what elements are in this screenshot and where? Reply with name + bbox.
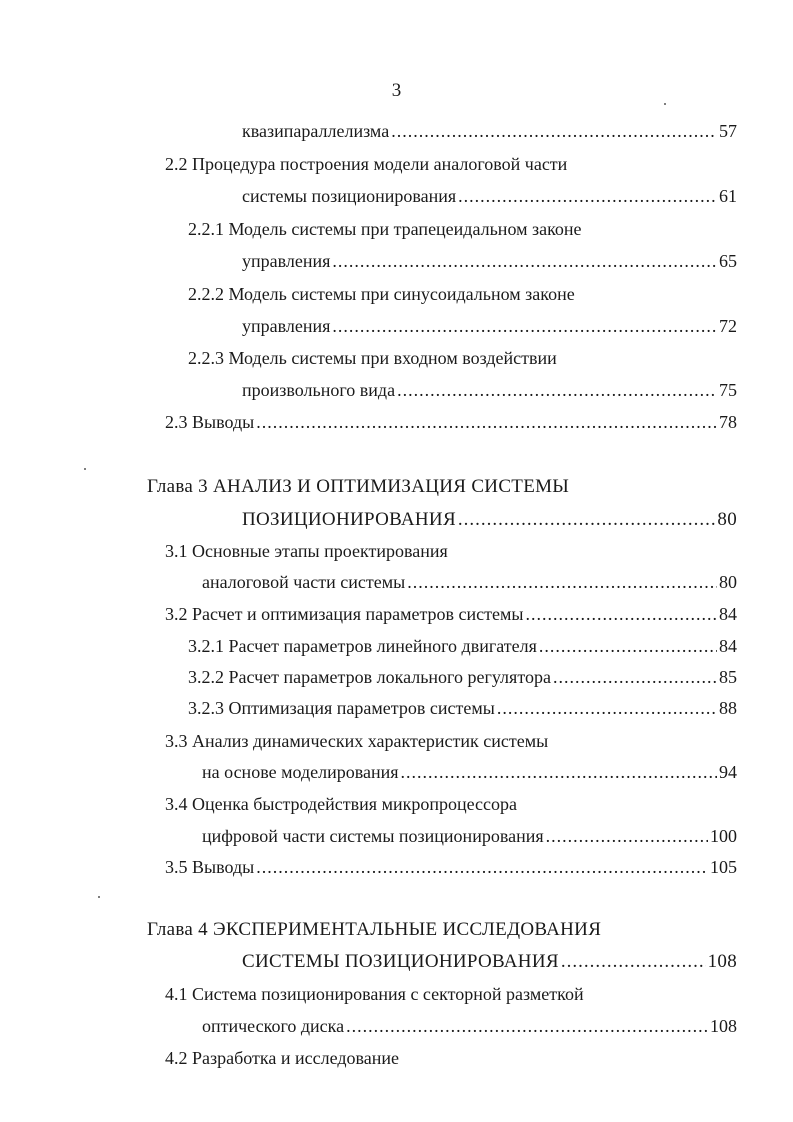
- entry-title: системы позиционирования: [242, 186, 457, 206]
- toc-entry: [0, 117, 793, 145]
- leader-dots: [332, 247, 717, 275]
- entry-title: 3.2 Расчет и оптимизация параметров системы: [165, 604, 524, 624]
- chapter-heading: [0, 916, 793, 944]
- toc-entry: [0, 568, 793, 596]
- entry-page: 94: [719, 762, 737, 782]
- entry-page: 80: [719, 572, 737, 592]
- entry-title: аналоговой части системы: [202, 572, 406, 592]
- toc-entry: [0, 537, 793, 565]
- entry-title: 4.1 Система позиционирования с секторной разметкой: [165, 984, 584, 1004]
- chapter-title: СИСТЕМЫ ПОЗИЦИОНИРОВАНИЯ: [242, 951, 559, 972]
- toc-entry: [0, 980, 793, 1008]
- entry-title: управления: [242, 251, 331, 271]
- leader-dots: [256, 408, 717, 436]
- entry-page: 57: [719, 121, 737, 141]
- leader-dots: [458, 182, 717, 210]
- toc-entry: [0, 247, 793, 275]
- toc-entry: [0, 694, 793, 722]
- scan-speck: [664, 103, 666, 105]
- entry-title: 3.5 Выводы: [165, 857, 255, 877]
- entry-title: 3.1 Основные этапы проектирования: [165, 541, 448, 561]
- entry-page: 84: [719, 636, 737, 656]
- entry-title: 2.2.3 Модель системы при входном воздействии: [188, 348, 557, 368]
- leader-dots: [346, 1012, 708, 1040]
- entry-title: на основе моделирования: [202, 762, 399, 782]
- scan-speck: [84, 468, 86, 470]
- entry-title: 2.2.1 Модель системы при трапецеидальном законе: [188, 219, 582, 239]
- toc-entry: [0, 408, 793, 436]
- entry-title: оптического диска: [202, 1016, 345, 1036]
- entry-page: 105: [710, 857, 737, 877]
- entry-title: произвольного вида: [242, 380, 396, 400]
- leader-dots: [407, 568, 717, 596]
- chapter-heading: [0, 948, 793, 976]
- toc-entry: [0, 1044, 793, 1072]
- leader-dots: [332, 312, 717, 340]
- leader-dots: [553, 663, 717, 691]
- page-number: 3: [391, 80, 402, 101]
- entry-page: 85: [719, 667, 737, 687]
- entry-title: 2.2.2 Модель системы при синусоидальном законе: [188, 284, 575, 304]
- chapter-title: ПОЗИЦИОНИРОВАНИЯ: [242, 509, 456, 530]
- entry-title: 3.4 Оценка быстродействия микропроцессора: [165, 794, 518, 814]
- entry-title: квазипараллелизма: [242, 121, 390, 141]
- leader-dots: [526, 600, 718, 628]
- leader-dots: [458, 506, 715, 534]
- toc-entry: [0, 600, 793, 628]
- entry-page: 108: [710, 1016, 737, 1036]
- chapter-heading: [0, 473, 793, 501]
- entry-page: 78: [719, 412, 737, 432]
- entry-title: 3.3 Анализ динамических характеристик системы: [165, 731, 549, 751]
- entry-page: 75: [719, 380, 737, 400]
- entry-page: 61: [719, 186, 737, 206]
- toc-entry: [0, 663, 793, 691]
- entry-title: цифровой части системы позиционирования: [202, 826, 544, 846]
- toc-entry: [0, 727, 793, 755]
- toc-entry: [0, 280, 793, 308]
- entry-title: 2.3 Выводы: [165, 412, 255, 432]
- scan-speck: [98, 896, 100, 898]
- chapter-title: Глава 3 АНАЛИЗ И ОПТИМИЗАЦИЯ СИСТЕМЫ: [147, 476, 570, 497]
- toc-entry: [0, 758, 793, 786]
- entry-page: 80: [717, 509, 737, 530]
- toc-entry: [0, 632, 793, 660]
- entry-page: 72: [719, 316, 737, 336]
- chapter-heading: [0, 506, 793, 534]
- toc-entry: [0, 215, 793, 243]
- toc-entry: [0, 344, 793, 372]
- entry-title: 4.2 Разработка и исследование: [165, 1048, 399, 1068]
- toc-entry: [0, 822, 793, 850]
- entry-title: управления: [242, 316, 331, 336]
- toc-entry: [0, 376, 793, 404]
- leader-dots: [497, 694, 717, 722]
- leader-dots: [539, 632, 717, 660]
- entry-title: 2.2 Процедура построения модели аналоговой части: [165, 154, 568, 174]
- entry-title: 3.2.3 Оптимизация параметров системы: [188, 698, 495, 718]
- entry-page: 65: [719, 251, 737, 271]
- entry-page: 84: [719, 604, 737, 624]
- leader-dots: [397, 376, 717, 404]
- toc-entry: [0, 150, 793, 178]
- toc-entry: [0, 312, 793, 340]
- leader-dots: [546, 822, 708, 850]
- leader-dots: [401, 758, 717, 786]
- toc-entry: [0, 182, 793, 210]
- leader-dots: [561, 948, 706, 976]
- toc-entry: [0, 790, 793, 818]
- entry-title: 3.2.2 Расчет параметров локального регулятора: [188, 667, 551, 687]
- entry-page: 88: [719, 698, 737, 718]
- toc-entry: [0, 853, 793, 881]
- entry-page: 108: [707, 951, 737, 972]
- leader-dots: [391, 117, 717, 145]
- toc-entry: [0, 1012, 793, 1040]
- entry-title: 3.2.1 Расчет параметров линейного двигателя: [188, 636, 537, 656]
- leader-dots: [256, 853, 708, 881]
- entry-page: 100: [710, 826, 737, 846]
- chapter-title: Глава 4 ЭКСПЕРИМЕНТАЛЬНЫЕ ИССЛЕДОВАНИЯ: [147, 919, 602, 940]
